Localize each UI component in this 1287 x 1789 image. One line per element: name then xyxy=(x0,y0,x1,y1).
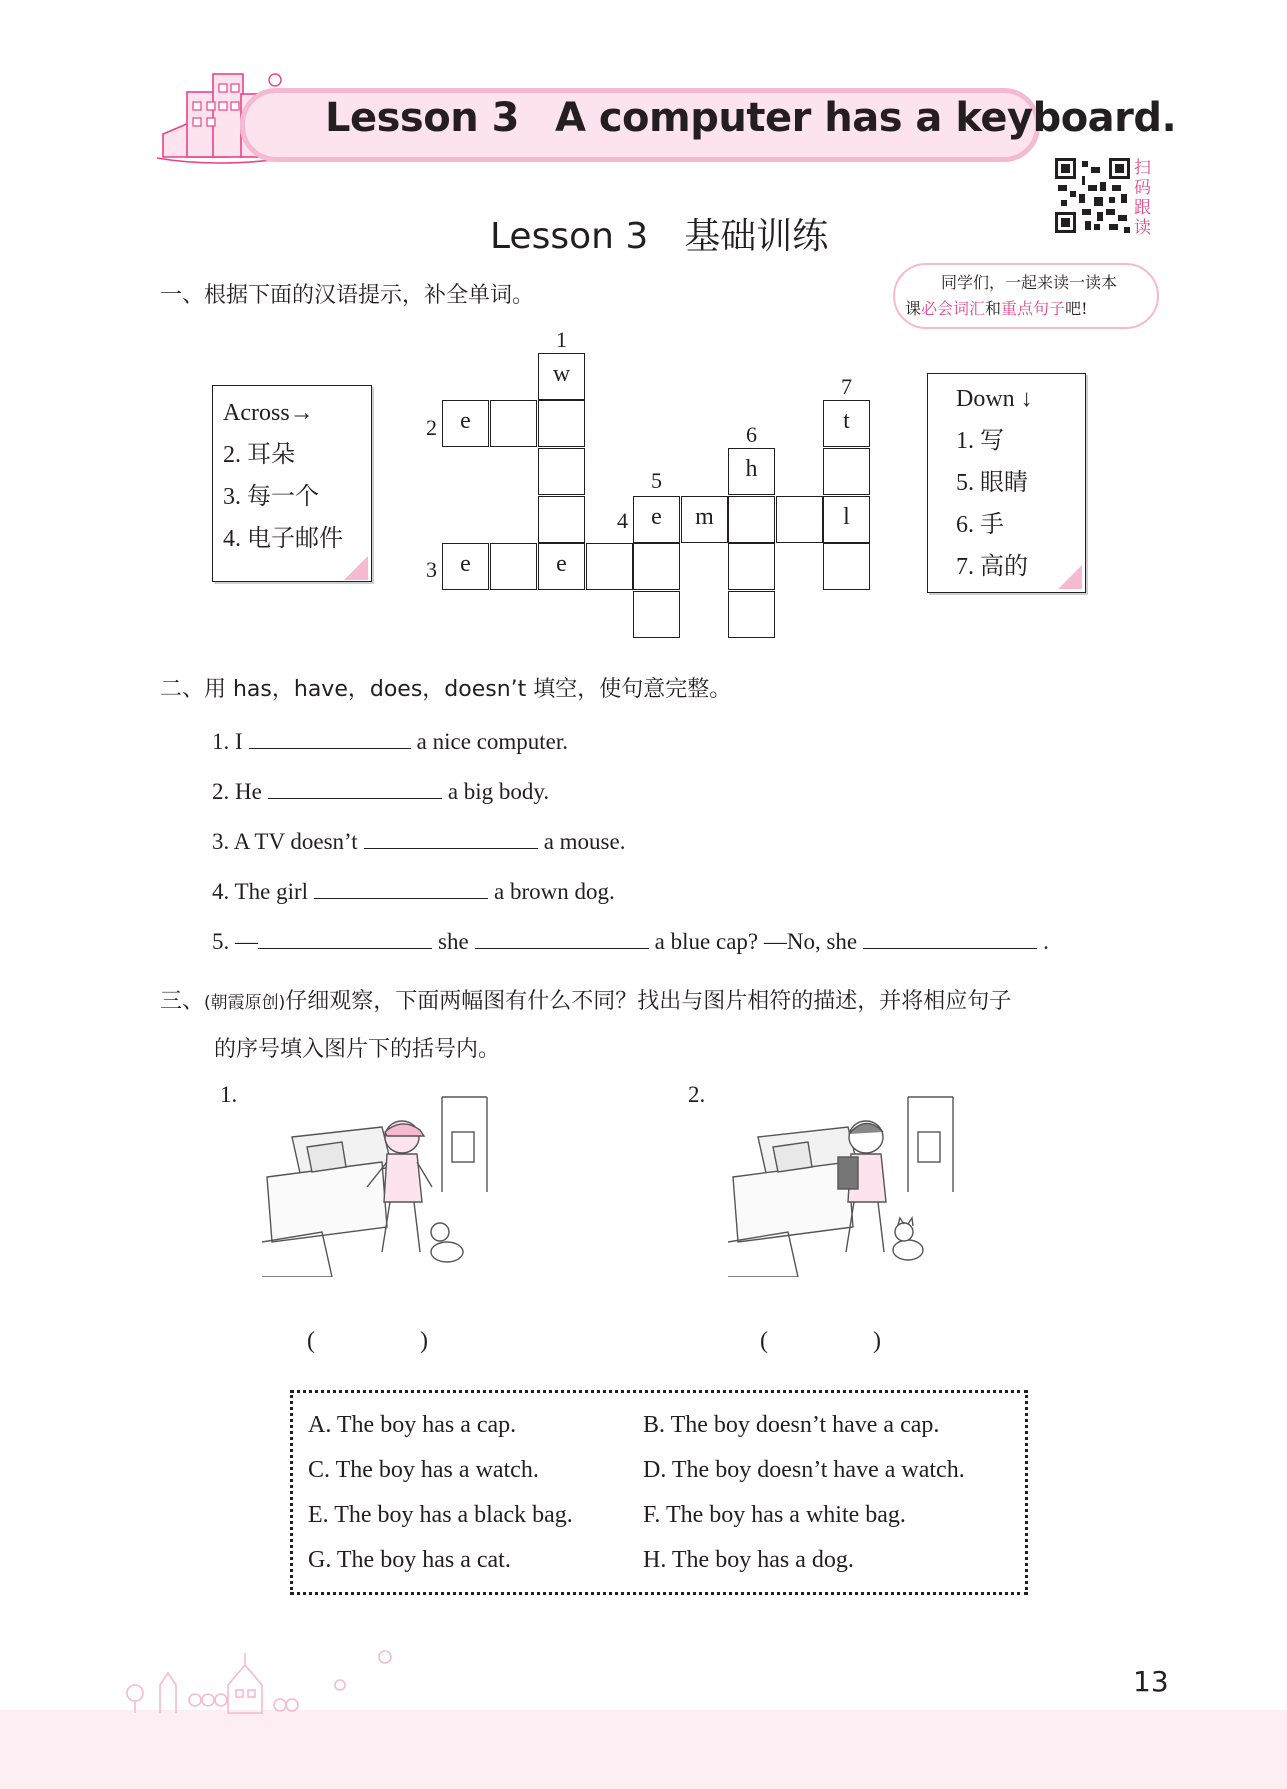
option-h: H. The boy has a dog. xyxy=(643,1547,854,1573)
part2-heading: 二、用 has，have，does，doesn’t 填空，使句意完整。 xyxy=(160,677,732,702)
option-f: F. The boy has a white bag. xyxy=(643,1502,906,1528)
qr-code-icon[interactable] xyxy=(1055,158,1130,233)
crossword-cell[interactable] xyxy=(776,496,823,543)
across-clues xyxy=(212,385,372,582)
clue-number: 5 xyxy=(651,468,662,493)
fill-sentence: 1. I a nice computer. xyxy=(212,722,568,755)
part3-heading-line2: 的序号填入图片下的括号内。 xyxy=(214,1037,501,1062)
footer-band xyxy=(0,1710,1287,1789)
down-clues xyxy=(927,373,1086,593)
clue-number: 7 xyxy=(841,374,852,399)
page-fold xyxy=(344,556,368,580)
picture-number: 1. xyxy=(220,1082,238,1107)
lesson-title: Lesson 3 A computer has a keyboard. xyxy=(325,95,1177,141)
answer-blank[interactable] xyxy=(268,772,442,799)
scan-label: 扫码跟读 xyxy=(1134,158,1151,238)
crossword-cell[interactable] xyxy=(538,400,585,447)
bubble-text: 同学们，一起来读一读本 课必会词汇和重点句子吧! xyxy=(905,273,1118,318)
answer-parentheses[interactable]: ( ) xyxy=(760,1328,881,1354)
crossword-cell[interactable]: l xyxy=(823,496,870,543)
picture-number: 2. xyxy=(688,1082,706,1107)
crossword-cell[interactable]: e xyxy=(442,543,489,590)
across-clue: 3. 每一个 xyxy=(223,484,319,510)
option-b: B. The boy doesn’t have a cap. xyxy=(643,1412,940,1438)
across-title: Across→ xyxy=(223,400,314,426)
option-d: D. The boy doesn’t have a watch. xyxy=(643,1457,965,1483)
crossword-cell[interactable]: e xyxy=(633,496,680,543)
option-g: G. The boy has a cat. xyxy=(308,1547,511,1573)
answer-blank[interactable] xyxy=(258,922,432,949)
crossword-cell[interactable]: e xyxy=(442,400,489,447)
answer-blank[interactable] xyxy=(314,872,488,899)
crossword-cell[interactable] xyxy=(538,448,585,495)
town-decoration-icon xyxy=(120,1645,400,1715)
crossword-cell[interactable]: e xyxy=(538,543,585,590)
fill-sentence: 3. A TV doesn’t a mouse. xyxy=(212,822,625,855)
fill-sentence: 4. The girl a brown dog. xyxy=(212,872,615,905)
crossword-cell[interactable] xyxy=(633,543,680,590)
crossword-cell[interactable]: w xyxy=(538,353,585,400)
clue-number: 2 xyxy=(426,415,437,440)
clue-number: 3 xyxy=(426,557,437,582)
crossword-cell[interactable] xyxy=(490,400,537,447)
clue-number: 6 xyxy=(746,422,757,447)
answer-blank[interactable] xyxy=(364,822,538,849)
part3-heading: 三、(朝霞原创)仔细观察，下面两幅图有什么不同？找出与图片相符的描述，并将相应句子 xyxy=(160,989,1012,1014)
answer-blank[interactable] xyxy=(475,922,649,949)
page-number: 13 xyxy=(1133,1665,1169,1698)
boy-with-cap-dog-picture xyxy=(262,1092,502,1277)
boy-with-cat-picture xyxy=(728,1092,968,1277)
crossword-cell[interactable]: t xyxy=(823,400,870,447)
clue-number: 4 xyxy=(617,508,628,533)
across-clue: 2. 耳朵 xyxy=(223,442,295,468)
crossword-cell[interactable] xyxy=(823,448,870,495)
down-clue: 1. 写 xyxy=(956,428,1004,454)
answer-blank[interactable] xyxy=(863,922,1037,949)
part1-heading: 一、根据下面的汉语提示，补全单词。 xyxy=(160,283,535,308)
crossword-cell[interactable] xyxy=(728,591,775,638)
crossword-cell[interactable] xyxy=(633,591,680,638)
answer-parentheses[interactable]: ( ) xyxy=(307,1328,428,1354)
answer-blank[interactable] xyxy=(249,722,411,749)
fill-sentence: 2. He a big body. xyxy=(212,772,549,805)
crossword-cell[interactable] xyxy=(728,543,775,590)
option-c: C. The boy has a watch. xyxy=(308,1457,539,1483)
down-title: Down ↓ xyxy=(956,386,1033,412)
option-a: A. The boy has a cap. xyxy=(308,1412,517,1438)
down-clue: 5. 眼睛 xyxy=(956,470,1028,496)
crossword-cell[interactable]: m xyxy=(681,496,728,543)
crossword-cell[interactable] xyxy=(728,496,775,543)
across-clue: 4. 电子邮件 xyxy=(223,526,343,552)
crossword-cell[interactable] xyxy=(823,543,870,590)
clue-number: 1 xyxy=(556,327,567,352)
down-clue: 7. 高的 xyxy=(956,554,1028,580)
section-subtitle: Lesson 3 基础训练 xyxy=(490,216,829,257)
crossword-cell[interactable]: h xyxy=(728,448,775,495)
down-clue: 6. 手 xyxy=(956,512,1004,538)
crossword-cell[interactable] xyxy=(490,543,537,590)
crossword-cell[interactable] xyxy=(538,496,585,543)
crossword-cell[interactable] xyxy=(586,543,633,590)
option-e: E. The boy has a black bag. xyxy=(308,1502,573,1528)
page-fold xyxy=(1058,565,1082,589)
fill-sentence: 5. — she a blue cap? —No, she . xyxy=(212,922,1049,955)
